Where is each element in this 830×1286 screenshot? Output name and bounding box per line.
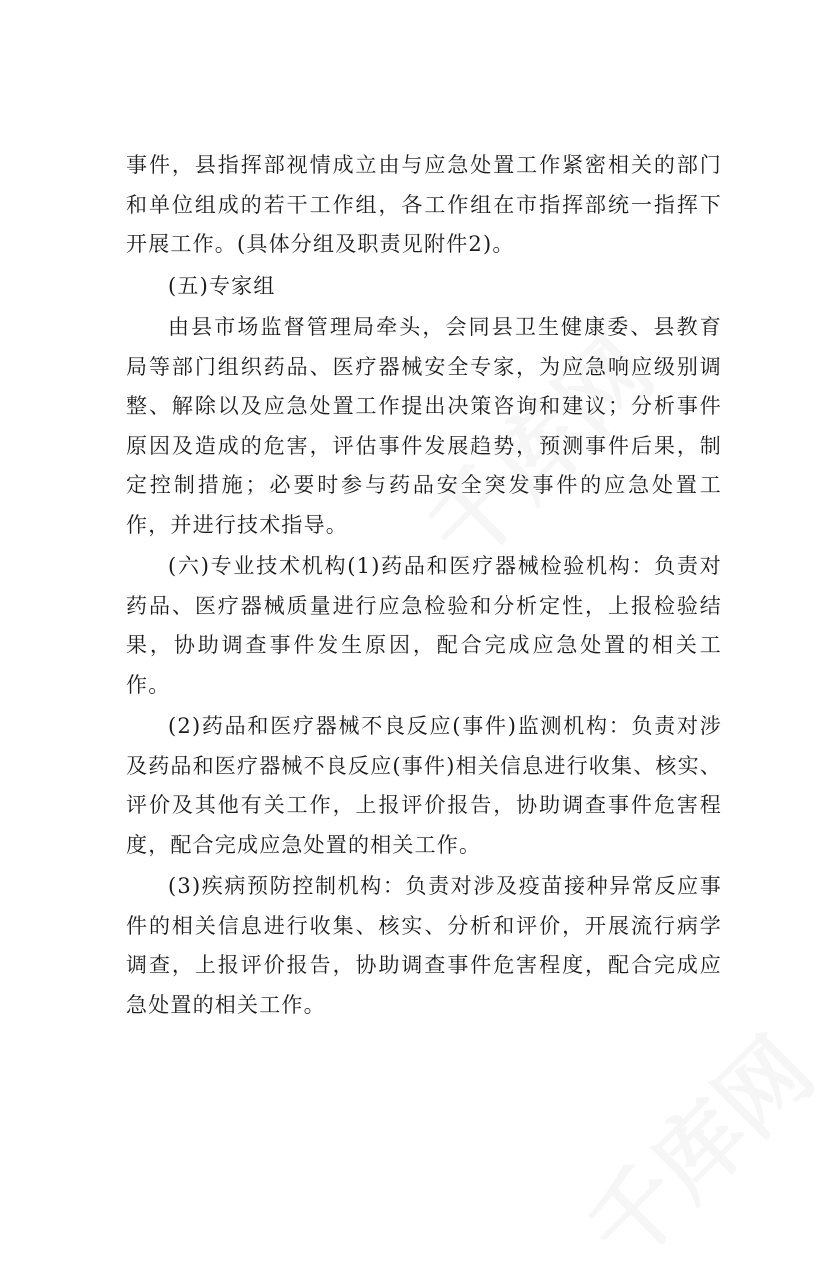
section-heading-expert-group: (五)专家组 — [168, 273, 276, 298]
document-body — [126, 146, 722, 1025]
paragraph-expert-group: 由县市场监督管理局牵头，会同县卫生健康委、县教育局等部门组织药品、医疗器械安全专家，为应急响应级别调整、解除以及应急处置工作提出决策咨询和建议；分析事件原因及造成的危害，评估事件发展趋势，预测事件后果，制定控制措施；必要时参与药品安全突发事件的应急处置工作，并进行技术指导。 — [126, 315, 722, 537]
paragraph-technical-agencies: (六)专业技术机构(1)药品和医疗器械检验机构：负责对药品、医疗器械质量进行应急检验和分析定性，上报检验结果，协助调查事件发生原因，配合完成应急处置的相关工作。 — [126, 554, 722, 697]
watermark — [554, 1004, 830, 1286]
paragraph-adverse-reaction-monitoring: (2)药品和医疗器械不良反应(事件)监测机构：负责对涉及药品和医疗器械不良反应(事件)相关信息进行收集、核实、评价及其他有关工作，上报评价报告，协助调查事件危害程度，配合完成应急处置的相关工作。 — [126, 714, 722, 857]
paragraph-continuation: 事件，县指挥部视情成立由与应急处置工作紧密相关的部门和单位组成的若干工作组，各工作组在市指挥部统一指挥下开展工作。(具体分组及职责见附件2)。 — [126, 153, 722, 256]
paragraph-disease-control: (3)疾病预防控制机构：负责对涉及疫苗接种异常反应事件的相关信息进行收集、核实、分析和评价，开展流行病学调查，上报评价报告，协助调查事件危害程度，配合完成应急处置的相关工作。 — [126, 874, 722, 1017]
